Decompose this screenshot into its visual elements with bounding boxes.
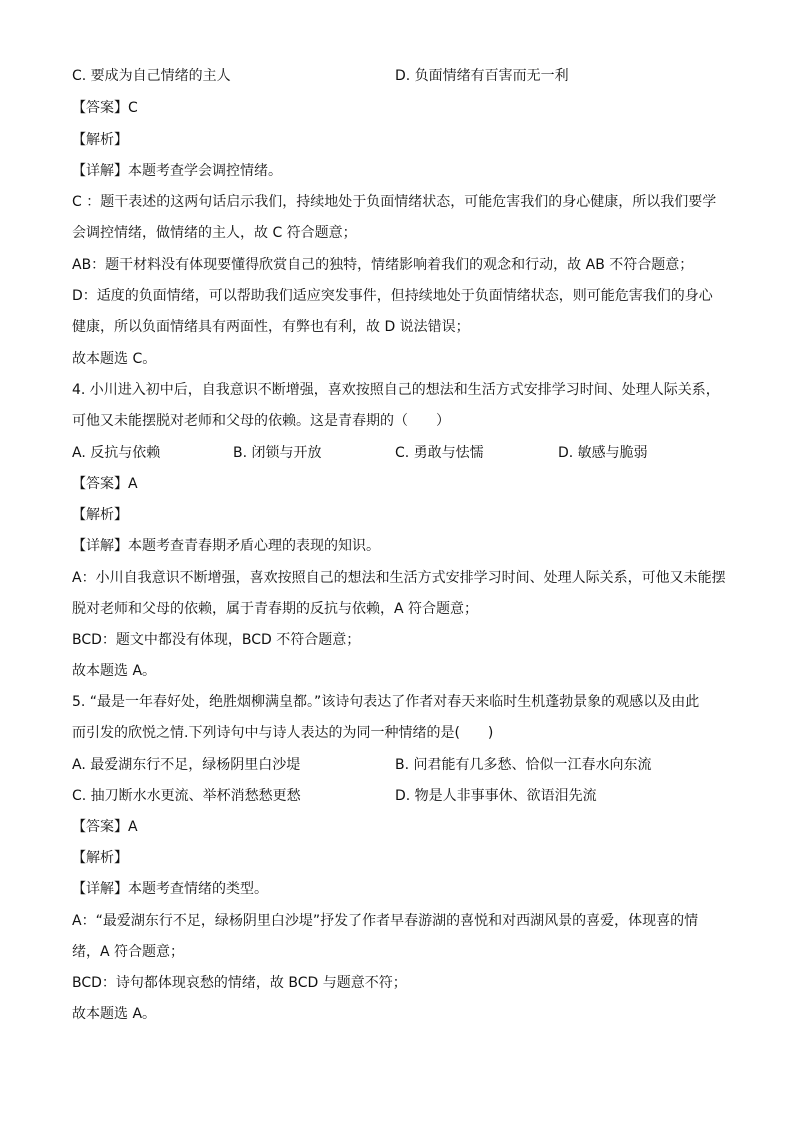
q5-option-c: C. 抽刀断水水更流、举杯消愁愁更愁	[72, 788, 301, 804]
q3-option-d: D. 负面情绪有百害而无一利	[395, 68, 569, 84]
q5-options-row-2	[72, 786, 722, 806]
q4-answer: 【答案】A	[72, 476, 138, 492]
q4-conclusion: 故本题选 A。	[72, 663, 157, 679]
q4-explanation-a-line1: A：小川自我意识不断增强，喜欢按照自己的想法和生活方式安排学习时间、处理人际关系，可他又未能摆	[72, 570, 726, 586]
q5-option-a: A. 最爱湖东行不足，绿杨阴里白沙堤	[72, 757, 301, 773]
q5-stem-line1: 5. “最是一年春好处，绝胜烟柳满皇都。”该诗句表达了作者对春天来临时生机蓬勃景象的观感以及由此	[72, 694, 700, 710]
q5-option-b: B. 问君能有几多愁、恰似一江春水向东流	[395, 757, 652, 773]
q4-stem-line1: 4. 小川进入初中后，自我意识不断增强，喜欢按照自己的想法和生活方式安排学习时间、处理人际关系，	[72, 382, 720, 398]
q4-option-d: D. 敏感与脆弱	[558, 445, 648, 461]
q3-explanation-d-line1: D：适度的负面情绪，可以帮助我们适应突发事件，但持续地处于负面情绪状态，则可能危害我们的身心	[72, 288, 713, 304]
q3-answer: 【答案】C	[72, 100, 138, 116]
q3-option-c: C. 要成为自己情绪的主人	[72, 68, 231, 84]
q5-answer: 【答案】A	[72, 819, 138, 835]
q3-explanation-c-line1: C ：题干表述的这两句话启示我们，持续地处于负面情绪状态，可能危害我们的身心健康，所以我们要学	[72, 194, 717, 210]
q5-explanation-bcd: BCD：诗句都体现哀愁的情绪，故 BCD 与题意不符；	[72, 975, 407, 991]
q4-options-row	[72, 443, 722, 463]
q3-options-row	[72, 66, 722, 86]
q3-explanation-c-line2: 会调控情绪，做情绪的主人，故 C 符合题意；	[72, 225, 357, 241]
q5-analysis-label: 【解析】	[72, 850, 128, 866]
q3-conclusion: 故本题选 C。	[72, 351, 157, 367]
q5-option-d: D. 物是人非事事休、欲语泪先流	[395, 788, 597, 804]
q3-explanation-ab: AB：题干材料没有体现要懂得欣赏自己的独特，情绪影响着我们的观念和行动，故 AB 不符合题意；	[72, 257, 694, 273]
q4-explanation-a-line2: 脱对老师和父母的依赖，属于青春期的反抗与依赖，A 符合题意；	[72, 601, 479, 617]
q4-analysis-label: 【解析】	[72, 507, 128, 523]
q5-stem-line2: 而引发的欣悦之情.下列诗句中与诗人表达的为同一种情绪的是( )	[72, 725, 494, 741]
q3-detail: 【详解】本题考查学会调控情绪。	[72, 163, 282, 179]
q5-options-row-1	[72, 755, 722, 775]
q4-detail: 【详解】本题考查青春期矛盾心理的表现的知识。	[72, 538, 380, 554]
q5-detail: 【详解】本题考查情绪的类型。	[72, 881, 268, 897]
q5-conclusion: 故本题选 A。	[72, 1006, 157, 1022]
q3-explanation-d-line2: 健康，所以负面情绪具有两面性，有弊也有利，故 D 说法错误；	[72, 319, 470, 335]
q5-explanation-a-line1: A：“最爱湖东行不足，绿杨阴里白沙堤”抒发了作者早春游湖的喜悦和对西湖风景的喜爱，体现喜的情	[72, 913, 699, 929]
q4-explanation-bcd: BCD：题文中都没有体现，BCD 不符合题意；	[72, 632, 361, 648]
q4-option-a: A. 反抗与依赖	[72, 445, 161, 461]
q5-explanation-a-line2: 绪，A 符合题意；	[72, 944, 185, 960]
q3-analysis-label: 【解析】	[72, 132, 128, 148]
q4-option-c: C. 勇敢与怯懦	[395, 445, 484, 461]
q4-stem-line2: 可他又未能摆脱对老师和父母的依赖。这是青春期的（ ）	[72, 413, 450, 429]
q4-option-b: B. 闭锁与开放	[233, 445, 322, 461]
